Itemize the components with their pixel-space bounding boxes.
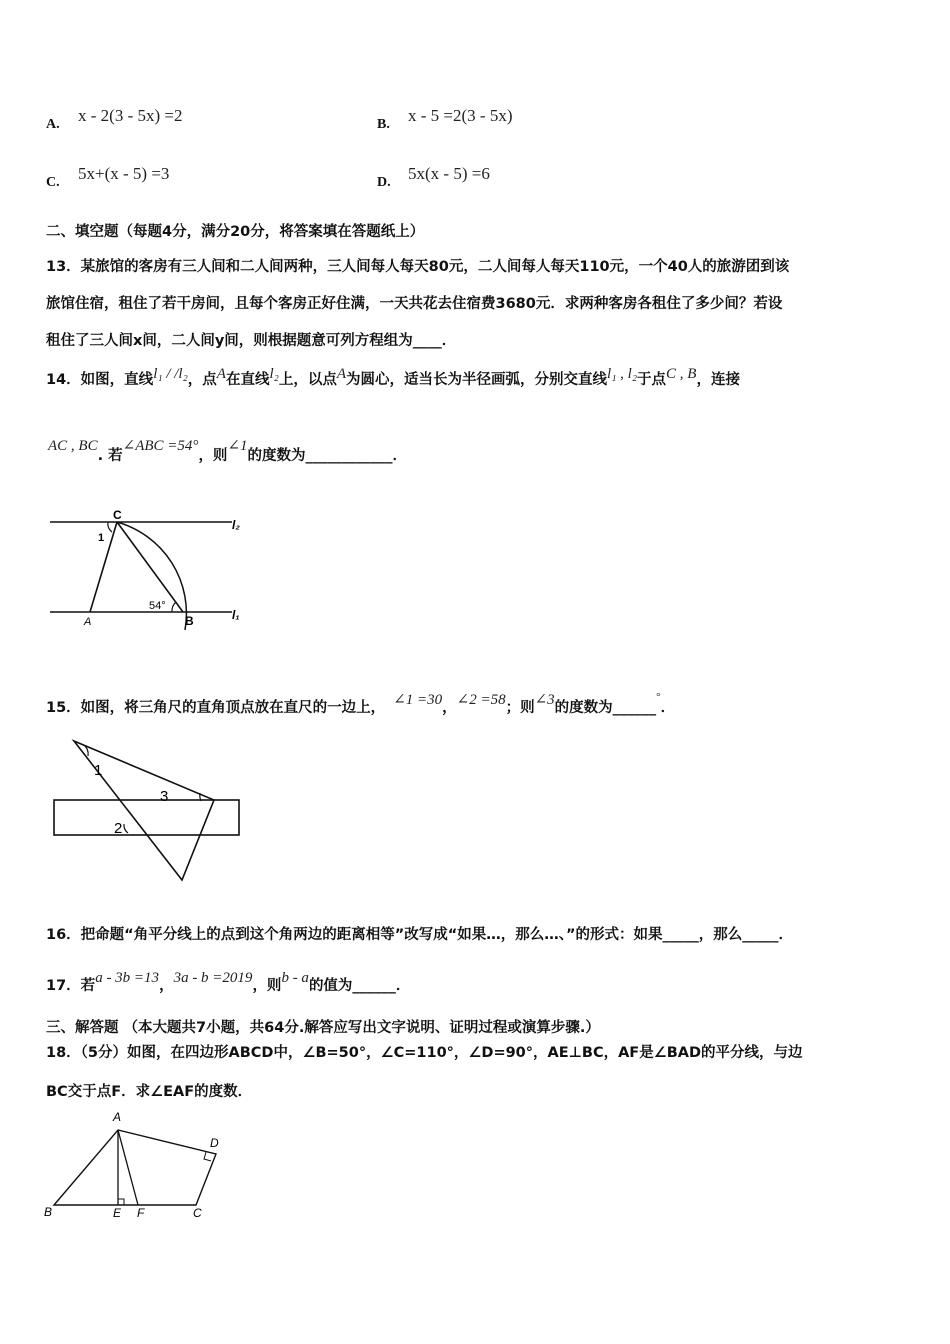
q15-line (46, 690, 675, 717)
right-angle-d-mark (204, 1152, 211, 1161)
q15-math-angle2: ∠2 =58 (456, 692, 506, 708)
q14-line1 (46, 366, 740, 389)
label-angle-2: 2 (114, 820, 123, 837)
label-e: E (113, 1206, 122, 1220)
arc-icon (117, 522, 186, 630)
q14-math-angle1: ∠1 (227, 438, 248, 454)
q13-line3: 租住了三人间x间，二人间y间，则根据题意可列方程组为____． (46, 333, 457, 349)
option-b-expr: x - 5 =2(3 - 5x) (408, 106, 513, 125)
q14-text: ，连接 (696, 372, 740, 388)
q15-math-angle3: ∠3 (534, 692, 555, 708)
q17-math-ba: b - a (281, 970, 309, 986)
q14-math-A: A (216, 366, 226, 382)
option-d-expr: 5x(x - 5) =6 (408, 164, 490, 183)
label-b: B (185, 614, 194, 628)
q14-text: 于点 (637, 372, 667, 388)
q18-figure (40, 1105, 230, 1220)
q15-text: 15．如图，将三角尺的直角顶点放在直尺的一边上， (46, 700, 386, 716)
q17-line (46, 970, 410, 995)
q14-math-angle-abc: ∠ABC =54° (122, 438, 199, 454)
q15-text: ， (442, 700, 457, 716)
q15-figure (48, 735, 248, 885)
label-angle-3: 3 (160, 788, 169, 805)
option-c-label: C. (46, 175, 60, 190)
segment-bc (117, 522, 183, 612)
q16-text: 16．把命题“角平分线上的点到这个角两边的距离相等”改写成“如果…，那么…、”的形式：如果_____，那么_____． (46, 927, 794, 943)
segment-af (118, 1130, 138, 1205)
q14-text: 14．如图，直线 (46, 372, 154, 388)
label-angle-1: 1 (94, 762, 103, 779)
label-b: B (44, 1205, 53, 1219)
q14-text: ，则 (198, 448, 228, 464)
q13-line1: 13．某旅馆的客房有三人间和二人间两种，三人间每人每天80元，二人间每人每天110元，一个40人的旅游团到该 (46, 259, 790, 275)
label-angle-1: 1 (98, 532, 105, 544)
q17-text: 的值为______． (308, 978, 411, 994)
label-c: C (113, 508, 122, 522)
angle-1-mark (108, 522, 112, 532)
q15-degree: ° (656, 691, 661, 703)
q14-text: 的度数为____________． (247, 448, 408, 464)
label-a: A (84, 616, 92, 628)
label-angle-54: 54° (149, 600, 166, 612)
q17-text: 17．若 (46, 978, 96, 994)
q15-text: 的度数为______ (554, 700, 657, 716)
label-l1: l₁ (232, 608, 240, 622)
q14-text: 为圆心，适当长为半径画弧，分别交直线 (346, 372, 608, 388)
option-a-expr: x - 2(3 - 5x) =2 (78, 106, 183, 125)
option-c-expr: 5x+(x - 5) =3 (78, 164, 170, 183)
angle-2-mark (124, 824, 128, 833)
q14-figure (40, 505, 260, 635)
q14-math-l2: l₂ (269, 366, 279, 382)
angle-54-mark (172, 602, 176, 612)
option-d-label: D. (377, 175, 391, 190)
q14-text: 在直线 (225, 372, 270, 388)
q14-math-parallel: l₁ / /l₂ (153, 366, 188, 382)
section-2-heading: 二、填空题（每题4分，满分20分，将答案填在答题纸上） (46, 224, 425, 240)
q14-math-A2: A (336, 366, 347, 382)
option-b-label: B. (377, 117, 390, 132)
q18-line2: BC交于点F．求∠EAF的度数． (46, 1084, 253, 1100)
option-a-label: A. (46, 117, 60, 132)
right-angle-e-mark (118, 1199, 124, 1205)
q15-text: ；则 (505, 700, 535, 716)
q18-line1: 18．（5分）如图，在四边形ABCD中，∠B=50°，∠C=110°，∠D=90°，AE⊥BC，AF是∠BAD的平分线，与边 (46, 1045, 803, 1061)
label-f: F (137, 1206, 145, 1220)
q15-math-angle1: ∠1 =30 (393, 692, 443, 708)
q14-math-ACBC: AC , BC (48, 438, 98, 454)
q15-text: ． (660, 700, 676, 716)
q14-text: 上，以点 (278, 372, 337, 388)
q14-math-l1l2: l₁ , l₂ (607, 366, 638, 382)
label-a: A (113, 1110, 122, 1124)
q17-math-eq2: 3a - b =2019 (173, 970, 253, 986)
q17-text: ， (159, 978, 174, 994)
q14-text: . 若 (97, 448, 123, 464)
label-l2: l₂ (232, 518, 240, 532)
section-3-heading: 三、解答题 （本大题共7小题，共64分.解答应写出文字说明、证明过程或演算步骤.） (46, 1020, 600, 1036)
label-c: C (193, 1206, 202, 1220)
q17-text: ，则 (252, 978, 282, 994)
q14-math-CB: C , B (666, 366, 697, 382)
label-d: D (210, 1136, 219, 1150)
q14-text: ，点 (187, 372, 217, 388)
q13-line2: 旅馆住宿，租住了若干房间，且每个客房正好住满，一天共花去住宿费3680元．求两种客房各租住了多少间？若设 (46, 296, 783, 312)
q17-math-eq1: a - 3b =13 (95, 970, 160, 986)
q14-line2 (48, 436, 407, 465)
